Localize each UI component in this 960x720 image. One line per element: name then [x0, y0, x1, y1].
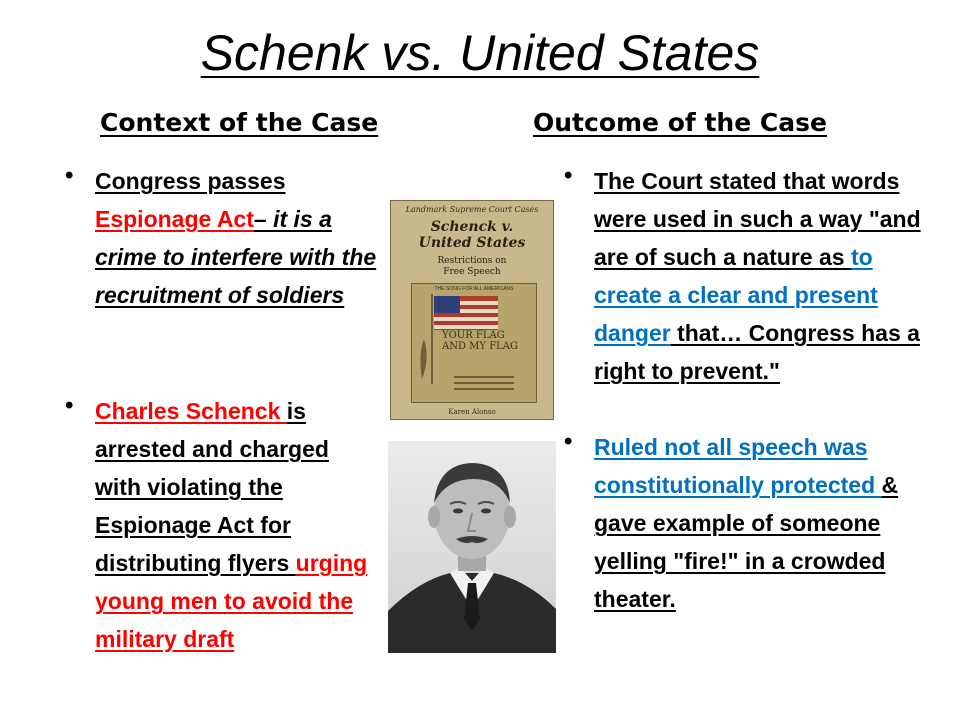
sheet-music-illustration: [411, 283, 537, 403]
song-header: THE SONG FOR ALL AMERICANS: [434, 286, 514, 292]
song-title-line: AND MY FLAG: [442, 341, 518, 352]
book-title-line: Schenck v.: [430, 219, 514, 235]
bullet-text: is arrested and charged with violating the Espionage Act for distributing flyers: [95, 398, 329, 576]
bullet-text: – it is a crime to interfere with the recruitment of soldiers: [95, 206, 377, 308]
highlight-text: Ruled not all speech was constitutionally protected: [594, 434, 882, 498]
book-title-line: United States: [418, 235, 526, 251]
song-title-line: YOUR FLAG: [442, 330, 505, 341]
bullet-text: Congress passes: [95, 168, 286, 194]
context-heading: Context of the Case: [100, 108, 379, 137]
outcome-heading: Outcome of the Case: [533, 108, 827, 137]
schenck-portrait-photo: [388, 441, 556, 653]
outcome-bullet-court-statement: [560, 162, 926, 390]
highlight-text: Espionage Act: [95, 206, 254, 232]
highlight-text: Charles Schenck: [95, 398, 287, 424]
slide-title: Schenk vs. United States: [200, 25, 760, 81]
book-cover-image: [390, 200, 554, 420]
book-author: Karen Alonso: [448, 408, 496, 416]
book-subtitle: [391, 256, 553, 278]
context-bullet-espionage-act: [61, 162, 377, 314]
book-title: [391, 219, 553, 251]
outcome-bullet-list: [560, 162, 926, 618]
book-subtitle-line: Free Speech: [443, 267, 501, 277]
context-bullet-list: [61, 162, 377, 658]
bullet-text: The Court stated that words were used in such a way "and are of such a nature as: [594, 168, 921, 270]
song-title: [442, 330, 518, 352]
highlight-text: urging young men to avoid the military draft: [95, 550, 368, 652]
book-series: Landmark Supreme Court Cases: [405, 205, 539, 214]
highlight-text: to create a clear and present danger: [594, 244, 878, 346]
outcome-bullet-ruling: [560, 428, 926, 618]
bullet-text: & gave example of someone yelling "fire!" in a crowded theater.: [594, 472, 899, 612]
book-subtitle-line: Restrictions on: [437, 256, 507, 266]
bullet-text: that… Congress has a right to prevent.": [594, 320, 920, 384]
context-bullet-schenck-arrest: [61, 392, 377, 658]
portrait-illustration: [388, 441, 556, 653]
